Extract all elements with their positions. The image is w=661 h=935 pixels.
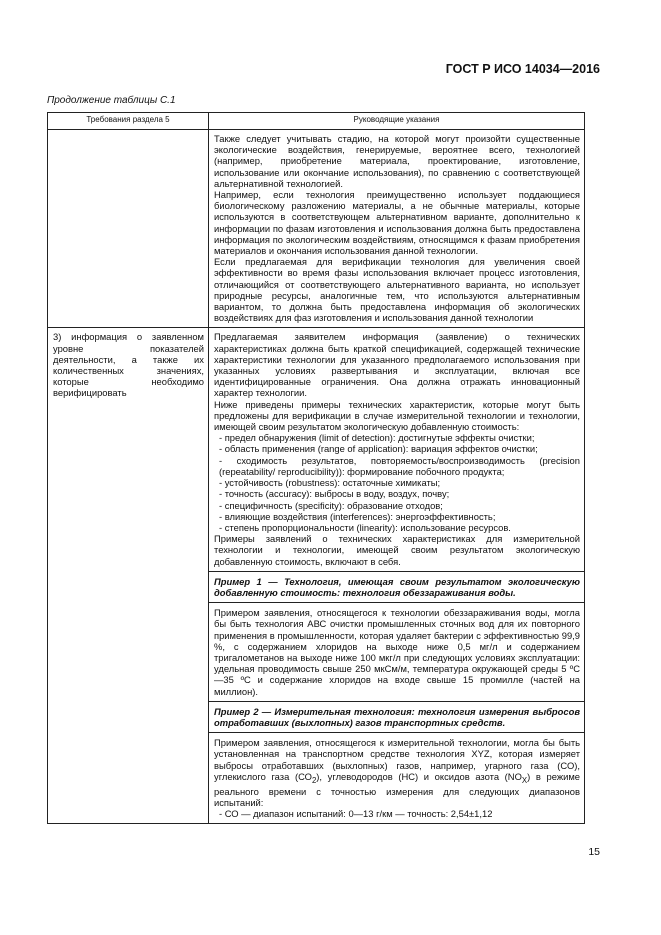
requirements-table (47, 112, 585, 824)
page-number: 15 (588, 846, 600, 858)
list-item: - СО — диапазон испытаний: 0—13 г/км — точность: 2,54±1,12 (219, 808, 493, 820)
requirement-cell: 3) информация о заявленном уровне показателей деятельности, а также их количественных значениях, которые необходимо верифицировать (48, 328, 209, 824)
list-item: - специфичность (specificity): образование отходов; (219, 499, 443, 511)
example-1-body (209, 602, 584, 697)
example-2-block (209, 701, 584, 728)
table-row (48, 130, 585, 328)
list-item: - точность (accuracy): выбросы в воду, воздух, почву; (219, 488, 450, 500)
column-header-guidance: Руководящие указания (209, 113, 585, 130)
example-1-block (209, 571, 584, 598)
example-2-title: Пример 2 — Измерительная технология: технология измерения выбросов отработавших (выхлопных) газов транспортных средств. (214, 705, 580, 728)
guidance-paragraph: Если предлагаемая для верификации технология для увеличения своей эффективности во время фазы использования включает процесс изготовления, отличающийся от соответствующего альтернативного варианта, но использует природные ресурсы, аналогичные тем, что используются альтернативным вариантом, то должна быть предоставлена информация об экологических воздействиях для фаз изготовления и использования данной технологии (214, 256, 580, 324)
table-caption: Продолжение таблицы С.1 (47, 95, 176, 106)
example-2-text: Примером заявления, относящегося к измерительной технологии, могла бы быть установленная на транспортном средстве технология XYZ, которая измеряет выбросы отработавших (выхлопных) газов, например, угарного газа (СО), углекислого газа $(СО_2)$, углеводородов (НС) и оксидов азота $(NO_X)$ в режиме реального времени с точностью измерения для следующих диапазонов испытаний: (214, 737, 580, 809)
list-item: - влияющие воздействия (interferences): энергоэффективность; (219, 510, 496, 522)
guidance-paragraph: Например, если технология преимущественно использует поддающиеся биологическому разложению материалы, а не обычные материалы, которые используются в соответствующем альтернативном варианте, дополнительно к информации по фазам изготовления и использования должна быть предоставлена информация по экологическим воздействиям, относящимся к фазам приобретения материалов и окончания использования данной технологии. (214, 189, 580, 257)
column-header-requirements: Требования раздела 5 (48, 113, 209, 130)
document-code: ГОСТ Р ИСО 14034—2016 (445, 62, 600, 76)
table-row (48, 328, 585, 824)
guidance-paragraph: Примеры заявлений о технических характеристиках для измерительной технологии и технологии, имеющей своим результатом экологическую добавленную стоимость, включают в себя. (214, 533, 580, 567)
example-1-title: Пример 1 — Технология, имеющая своим результатом экологическую добавленную стоимость: технология обеззараживания воды. (214, 575, 580, 598)
example-1-text: Примером заявления, относящегося к технологии обеззараживания воды, могла бы быть технология АВС очистки промышленных сточных вод для их повторного применения в промышленности, которая удаляет бактерии с эффективностью 99,9 %, с содержанием хлоридов на выходе ниже 0,5 мг/л и содержанием тригалометанов на выходе ниже 100 мкг/л при следующих условиях эксплуатации: удельная проводимость свыше 250 мкСм/м, температура окружающей среды 5 ºС—35 ºС и содержание хлоридов на входе свыше 15 промилле (частей на миллион). (214, 607, 580, 697)
table-header-row (48, 113, 585, 130)
guidance-paragraph: Ниже приведены примеры технических характеристик, которые могут быть предложены для верификации в случае измерительной технологии и технологии, имеющей своим результатом экологическую добавленную стоимость: (214, 398, 580, 433)
guidance-paragraph: Также следует учитывать стадию, на которой могут произойти существенные экологические воздействия, генерируемые, вероятнее всего, технологией (например, приобретение материала, проектирование, изготовление, использование или окончание использования), по сравнению с соответствующей альтернативной технологией. (214, 133, 580, 189)
guidance-cell (209, 328, 585, 824)
list-item: - устойчивость (robustness): остаточные химикаты; (219, 477, 441, 489)
requirement-cell (48, 130, 209, 328)
guidance-paragraph: Предлагаемая заявителем информация (заявление) о технических характеристиках должна быть краткой спецификацией, содержащей технические характеристики технологии для указанного предполагаемого использования при указанных условиях развертывания и эксплуатации, включая все идентифицированные ограничения. Она должна отражать инновационный характер технологии. (214, 331, 580, 399)
list-item: - степень пропорциональности (linearity): использование ресурсов. (219, 521, 511, 533)
list-item: - область применения (range of application): вариация эффектов очистки; (219, 443, 538, 455)
list-item: - сходимость результатов, повторяемость/воспроизводимость (precision (repeatability/ reproducibility)): формирование побочного продукта; (219, 454, 580, 477)
example-2-body (209, 732, 584, 819)
guidance-cell (209, 130, 585, 328)
list-item: - предел обнаружения (limit of detection): достигнутые эффекты очистки; (219, 432, 535, 444)
